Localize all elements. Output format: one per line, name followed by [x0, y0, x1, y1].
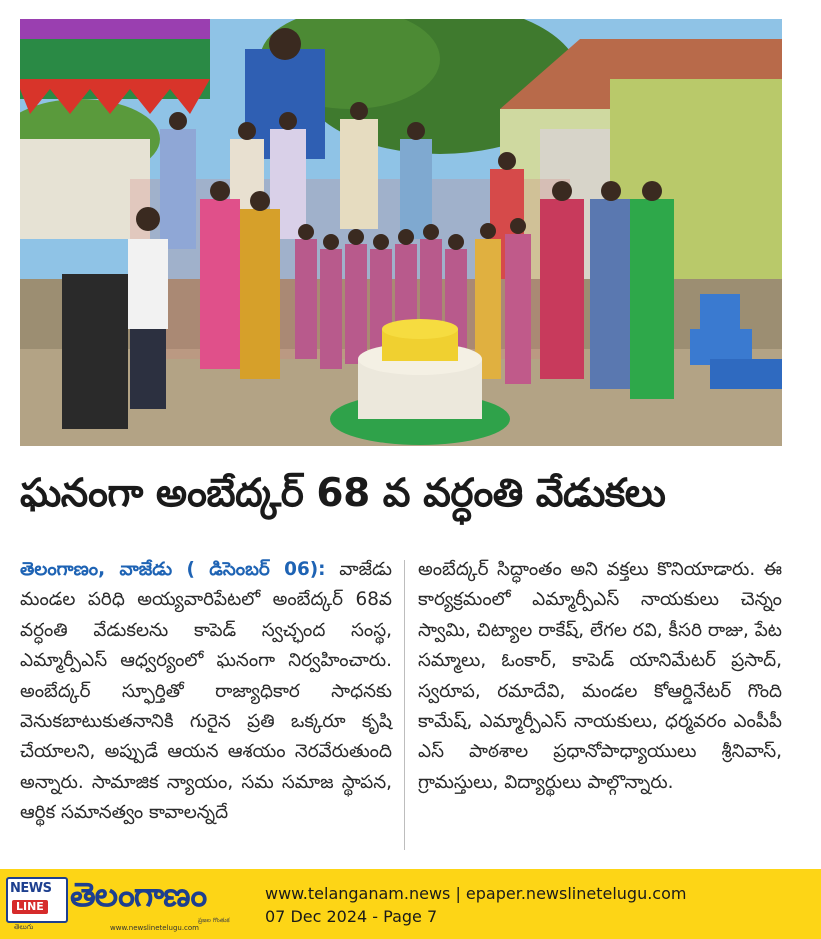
- logo-news-text: NEWS: [10, 881, 52, 896]
- logo-line-text: LINE: [12, 900, 48, 914]
- brand-tagline: ప్రజల గొంతుక: [198, 917, 230, 924]
- news-photo: [20, 19, 782, 446]
- dateline: తెలంగాణం, వాజేడు ( డిసెంబర్ 06):: [20, 559, 326, 580]
- news-photo-illustration: [20, 19, 782, 446]
- article-column-right: [418, 555, 782, 798]
- footer-links[interactable]: www.telanganam.news | epaper.newslinetelugu.com: [265, 884, 687, 903]
- column-divider: [404, 560, 405, 850]
- headline: ఘనంగా అంబేద్కర్ 68 వ వర్ధంతి వేడుకలు: [20, 471, 666, 516]
- brand-name: తెలంగాణం: [70, 875, 207, 914]
- article-text-right: అంబేద్కర్ సిద్ధాంతం అని వక్తలు కొనియాడారు. ఈ కార్యక్రమంలో ఎమ్మార్పీఎస్ నాయకులు చెన్నం స్వామి, చిట్యాల రాకేష్, లేగల రవి, కీసరి రాజు, పేట సమ్మాలు, ఓంకార్, కాపెడ్ యానిమేటర్ ప్రసాద్, స్వరూప, రమాదేవి, మండల కోఆర్డినేటర్ గొంది కామేష్, ఎమ్మార్పీఎస్ నాయకులు, ధర్మవరం ఎంపీపీ ఎస్ పాఠశాల ప్రధానోపాధ్యాయులు శ్రీనివాస్, గ్రామస్తులు, విద్యార్థులు పాల్గొన్నారు.: [418, 559, 782, 793]
- logo-subtitle: తెలుగు: [14, 923, 34, 931]
- article-column-left: [20, 555, 392, 829]
- brand-url: www.newslinetelugu.com: [110, 924, 199, 932]
- newsline-logo: [6, 877, 68, 923]
- article-text-left: వాజేడు మండల పరిధి అయ్యవారిపేటలో అంబేద్కర్ 68వ వర్ధంతి వేడుకలను కాపెడ్ స్వచ్ఛంద సంస్థ, ఎమ్మార్పీఎస్ ఆధ్వర్యంలో ఘనంగా నిర్వహించారు. అంబేద్కర్ స్ఫూర్తితో రాజ్యాధికార సాధనకు వెనుకబాటుకుతనానికి గురైన ప్రతి ఒక్కరూ కృషి చేయాలని, అప్పుడే ఆయన ఆశయం నెరవేరుతుంది అన్నారు. సామాజిక న్యాయం, సమ సమాజ స్థాపన, ఆర్థిక సమానత్వం కావాలన్నదే: [20, 559, 392, 824]
- footer-bar: [0, 869, 821, 939]
- footer-date-page: 07 Dec 2024 - Page 7: [265, 907, 438, 926]
